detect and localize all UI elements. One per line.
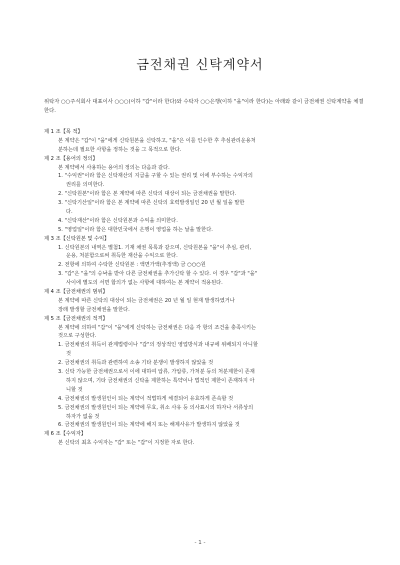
article-text-line: 1. 신탁원본의 내역은 별첨1. 기재 채권 목록과 같으며, 신탁원본을 "을"이 추심, 관리, xyxy=(58,244,252,251)
article-heading: 제 6 조【수익자】 xyxy=(44,431,87,438)
article-text-line: 4. "신탁재산"이라 함은 신탁원본과 수익을 의미한다. xyxy=(58,217,178,224)
article-heading: 제 1 조【목 적】 xyxy=(44,129,83,135)
article-text-line: 하지 않으며, 기타 금전채권의 신탁을 제한하는 특약이나 법적인 제한이 존재하지 아 xyxy=(66,377,255,384)
article-text-line: 본 계약에 의하여 "갑"이 "을"에게 신탁하는 금전채권은 다음 각 항의 조건을 충족시키는 xyxy=(58,324,257,331)
article-text-line: 것 xyxy=(66,351,72,358)
document-title: 금전채권 신탁계약서 xyxy=(136,58,264,73)
article-text-line: 운용, 처분함으로써 취득한 재산을 수익으로 한다. xyxy=(66,253,178,260)
article-heading: 제 5 조【금전채권의 적격】 xyxy=(44,315,108,322)
article-text-line: 3. "갑"은 "을"의 승낙을 받아 다른 금전채권을 추가신탁 할 수 있다. 이 경우 "갑"과 "을" xyxy=(58,271,258,278)
article-text-line: 2. 금전채권의 취득과 관련하여 소송 기타 분쟁이 발생하지 않았을 것 xyxy=(58,360,214,367)
intro-paragraph: 위탁자 ○○주식회사 대표이사 ○○○(이하 "갑"이라 한다)와 수탁자 ○○은행(이하 "을"이라 한다)는 아래와 같이 금전채권 신탁계약을 체결한다. xyxy=(44,99,364,114)
article-text-line: 5. 금전채권의 발생원인이 되는 계약에 무효, 취소 사유 등 의사표시의 하자나 서류상의 xyxy=(58,404,254,411)
article-text-line: 하자가 없을 것 xyxy=(66,413,100,420)
article-text-line: 5. "영업일"이라 함은 대한민국에서 은행이 영업을 하는 날을 말한다. xyxy=(58,226,213,233)
article-heading: 제 2 조【용어의 정의】 xyxy=(44,155,98,162)
page-number: - 1 - xyxy=(194,540,206,546)
article-text-line: 6. 금전채권의 발생원인이 되는 계약에 해지 또는 해제사유가 발생하지 않았을 것 xyxy=(58,422,240,429)
article-text-line: 것으로 구성한다. xyxy=(58,333,97,340)
article-text-line: 2. "신탁원본"이라 함은 본 계약에 따른 신탁의 대상이 되는 금전채권을 말한다. xyxy=(58,191,237,198)
article-text-line: 본 계약에 따른 신탁의 대상이 되는 금전채권은 20 년 월 일 현재 발생하였거나 xyxy=(58,297,235,304)
article-text-line: 권리를 의미한다. xyxy=(66,182,105,189)
article-text-line: 1. 금전채권의 취득이 관계법령이나 "갑"의 정상적인 영업방식과 내규에 위배되지 아니할 xyxy=(58,342,258,349)
article-text-line: 본 계약은 "갑"이 "을"에게 신탁원본을 신탁하고, "을"은 이를 인수한 후 추심관리운용처 xyxy=(58,137,256,144)
article-text-line: 3. "신탁기산일"이라 함은 본 계약에 따른 신탁의 효력발생일인 20 년 월 일을 말한 xyxy=(58,200,245,207)
article-text-line: 사이에 별도의 서면 합의가 없는 사항에 대하여는 본 계약이 적용된다. xyxy=(66,280,223,287)
article-text-line: 분하는데 필요한 사항을 정하는 것을 그 목적으로 한다. xyxy=(58,146,182,153)
article-text-line: 3. 신탁 가능한 금전채권으로서 이에 대하여 압류, 가압류, 가처분 등의 처분제한이 존재 xyxy=(58,369,255,376)
article-text-line: 다. xyxy=(66,209,73,216)
article-text-line: 2. 전항에 의하여 수탁한 신탁원본 : 액면가액(추정액) 금 ○○○원 xyxy=(58,262,206,269)
article-heading: 제 4 조【금전채권의 범위】 xyxy=(44,289,108,296)
article-text-line: 장래 발생할 금전채권을 말한다. xyxy=(58,306,130,313)
article-heading: 제 3 조【신탁원본 및 수익】 xyxy=(44,235,110,242)
document-body xyxy=(44,128,366,448)
article-text-line: 4. 금전채권의 발생원인이 되는 계약이 적법하게 체결되어 유효하게 존속할 것 xyxy=(58,395,234,402)
article-text-line: 니할 것 xyxy=(66,386,83,393)
article-text-line: 본 계약에서 사용하는 용어의 정의는 다음과 같다. xyxy=(58,164,170,171)
article-text-line: 본 신탁의 최초 수익자는 "갑" 또는 "갑"이 지정한 자로 한다. xyxy=(58,440,195,447)
article-text-line: 1. "수익권"이라 함은 신탁재산의 지급을 구할 수 있는 권리 및 이에 부수하는 수익자의 xyxy=(58,173,253,180)
